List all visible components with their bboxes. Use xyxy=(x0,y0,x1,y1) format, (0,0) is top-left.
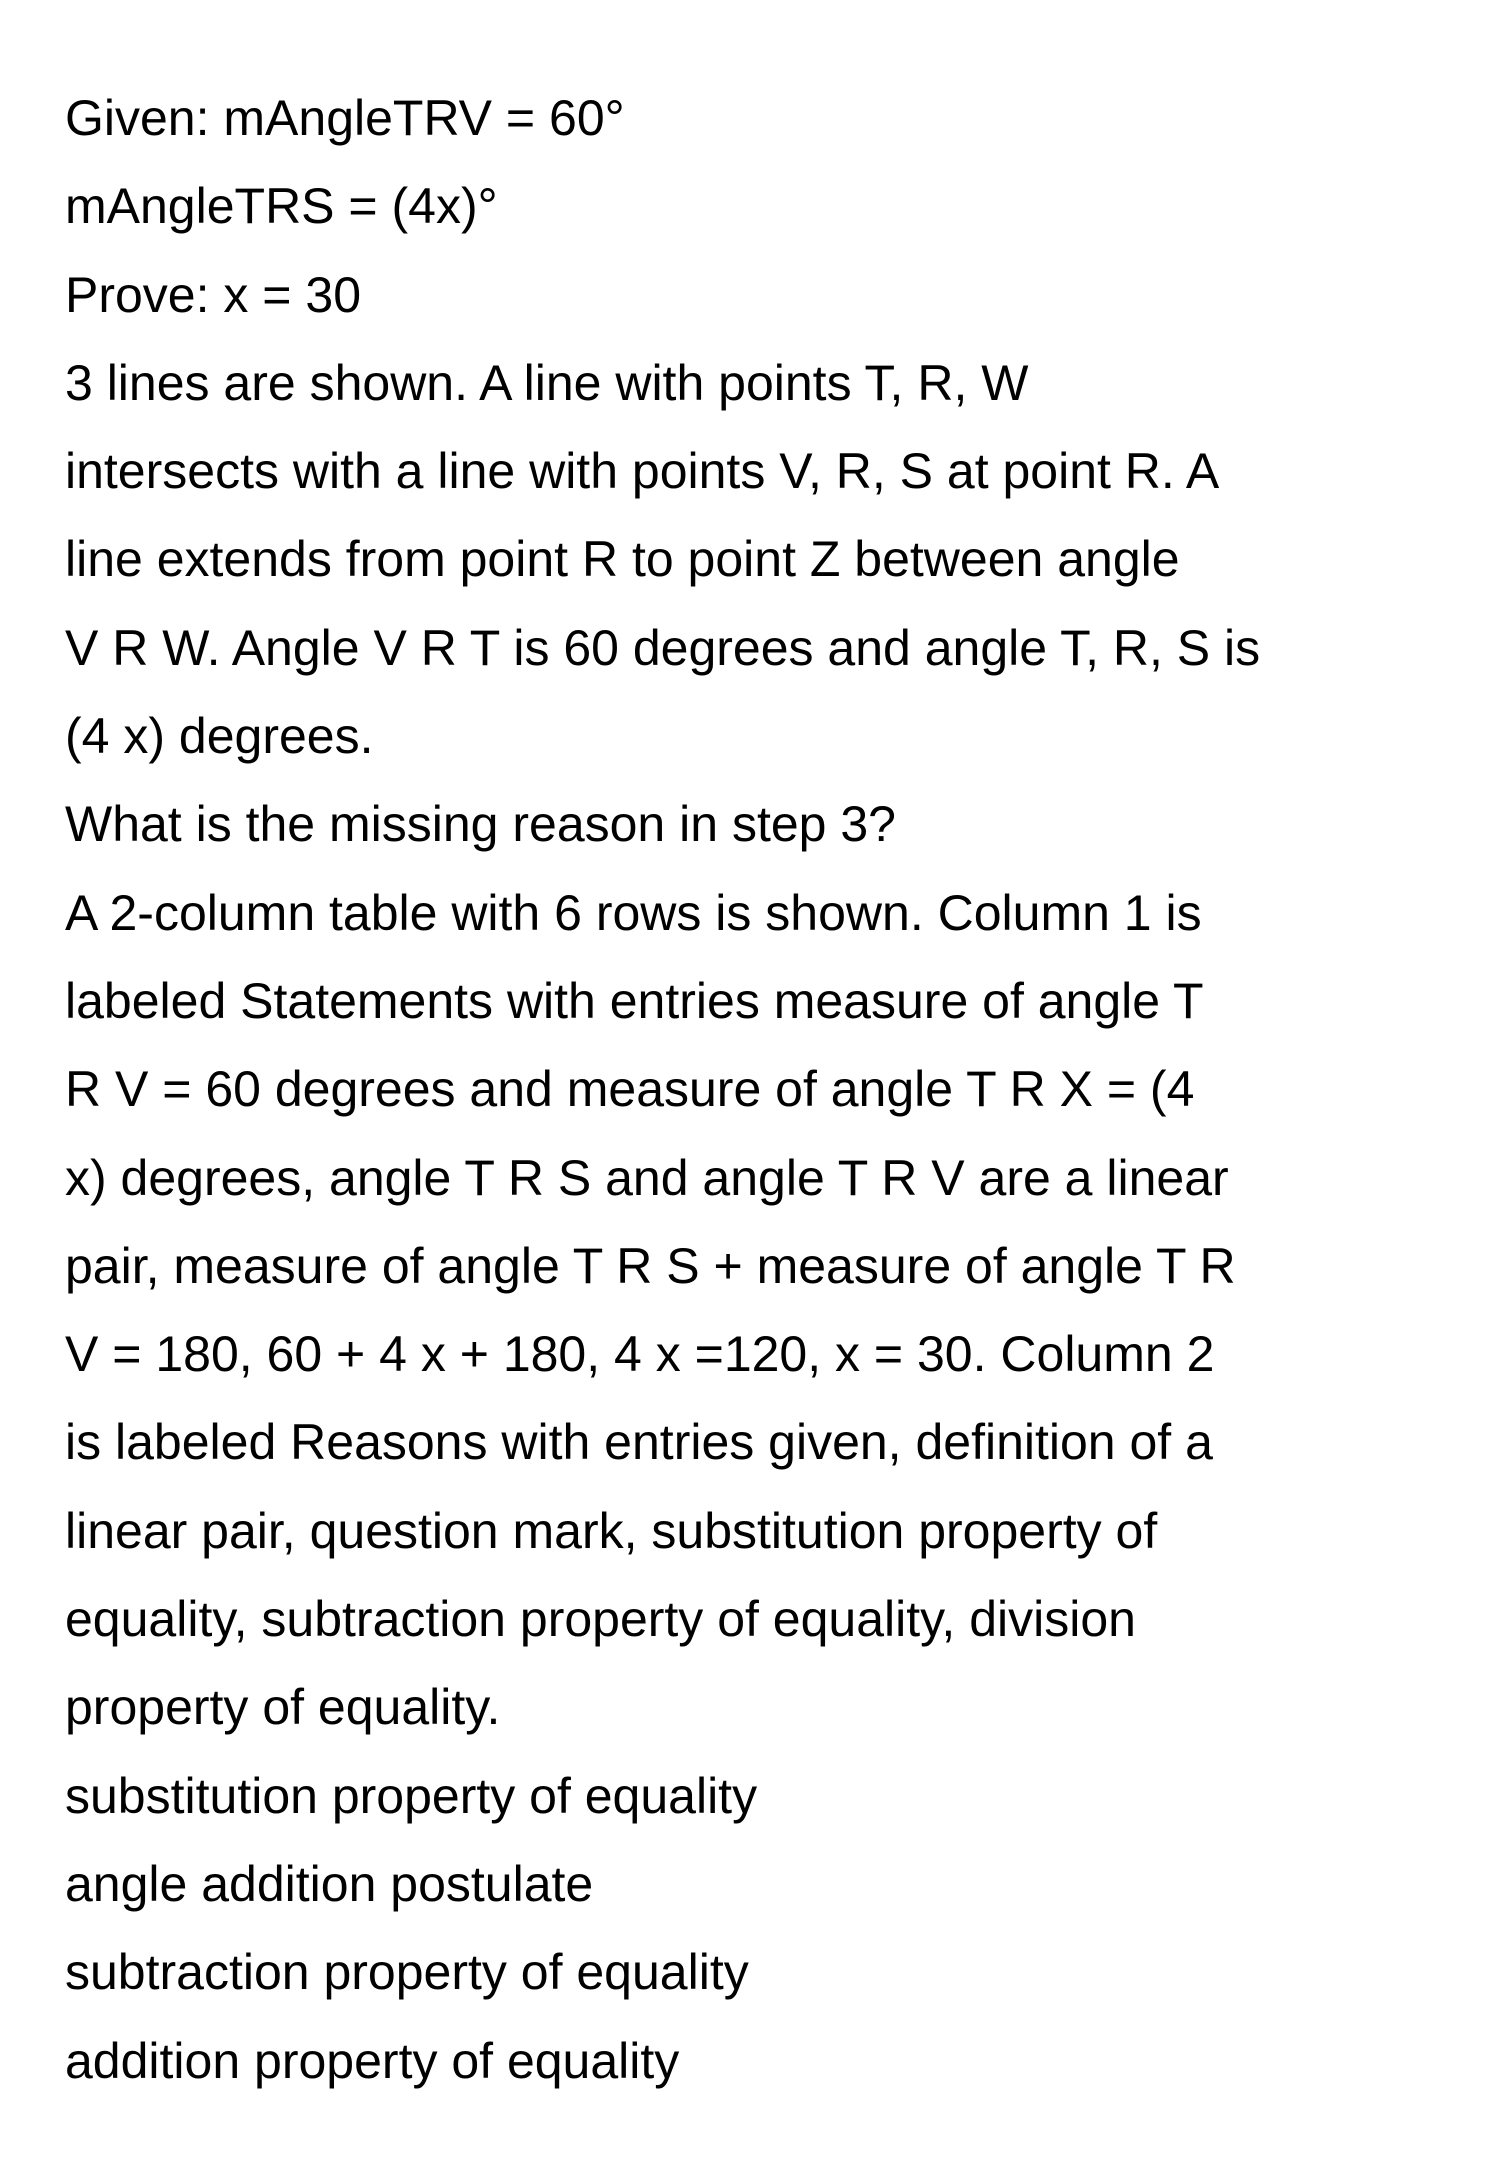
text-line: (4 x) degrees. xyxy=(65,708,374,765)
answer-choice[interactable]: addition property of equality xyxy=(65,2032,680,2089)
answer-choice[interactable]: angle addition postulate xyxy=(65,1855,594,1912)
text-line: is labeled Reasons with entries given, definition of a xyxy=(65,1414,1213,1471)
text-line: linear pair, question mark, substitution property of xyxy=(65,1502,1158,1559)
text-line: line extends from point R to point Z between angle xyxy=(65,531,1180,588)
text-line: What is the missing reason in step 3? xyxy=(65,796,896,853)
text-line: labeled Statements with entries measure of angle T xyxy=(65,972,1204,1029)
text-line: V = 180, 60 + 4 x + 180, 4 x =120, x = 30. Column 2 xyxy=(65,1326,1215,1383)
text-line: pair, measure of angle T R S + measure of angle T R xyxy=(65,1237,1236,1294)
answer-choices xyxy=(65,1752,1260,2105)
text-line: V R W. Angle V R T is 60 degrees and angle T, R, S is xyxy=(65,619,1261,676)
text-line: equality, subtraction property of equality, division xyxy=(65,1591,1136,1648)
answer-choice[interactable]: subtraction property of equality xyxy=(65,1944,749,2001)
answer-choice[interactable]: substitution property of equality xyxy=(65,1767,758,1824)
text-line: 3 lines are shown. A line with points T, R, W xyxy=(65,354,1029,411)
text-line: Given: mAngleTRV = 60° xyxy=(65,90,625,146)
text-line: R V = 60 degrees and measure of angle T R X = (4 xyxy=(65,1061,1195,1118)
problem-document xyxy=(65,74,1260,2105)
given-section xyxy=(65,74,1260,251)
table-description xyxy=(65,869,1260,1752)
question-text xyxy=(65,780,1260,868)
text-line: A 2-column table with 6 rows is shown. Column 1 is xyxy=(65,884,1202,941)
figure-description xyxy=(65,339,1260,780)
text-line: intersects with a line with points V, R, S at point R. A xyxy=(65,443,1220,500)
text-line: x) degrees, angle T R S and angle T R V are a linear xyxy=(65,1149,1229,1206)
text-line: mAngleTRS = (4x)° xyxy=(65,178,498,235)
text-line: Prove: x = 30 xyxy=(65,266,361,323)
prove-section xyxy=(65,251,1260,339)
text-line: property of equality. xyxy=(65,1679,501,1736)
